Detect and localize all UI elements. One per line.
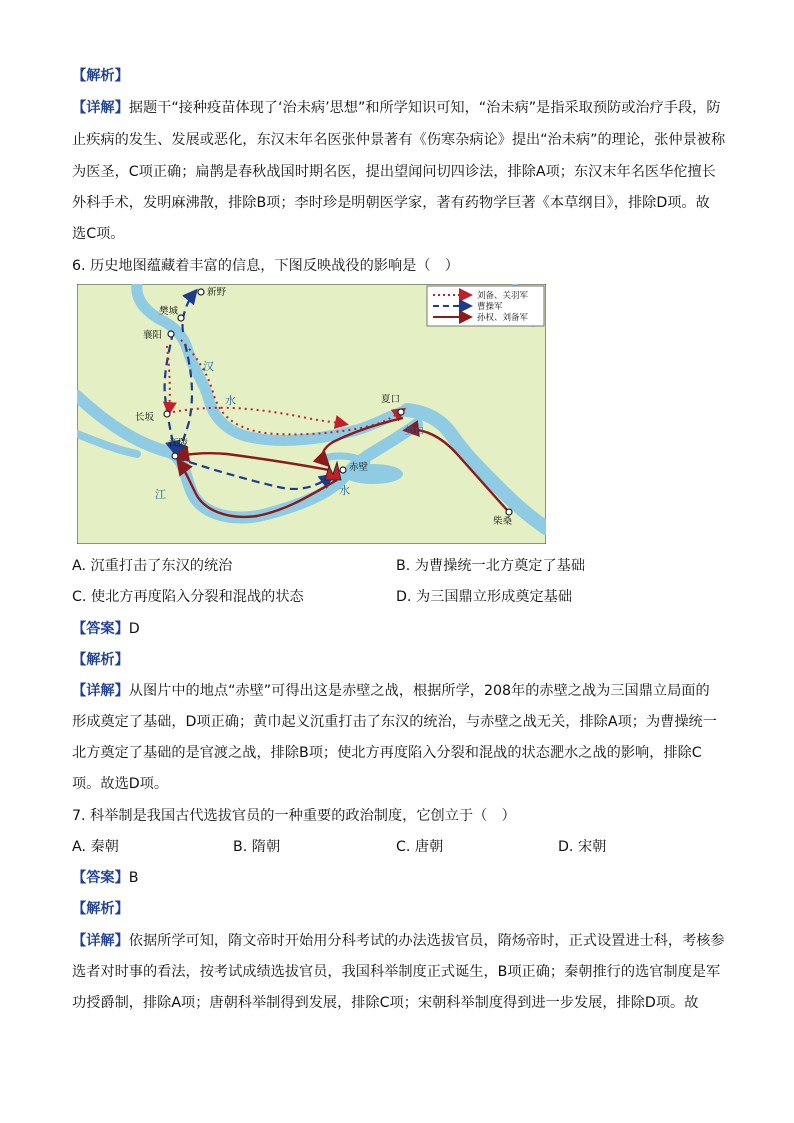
q6-option-a: A. 沉重打击了东汉的统治: [72, 558, 233, 574]
q7-detail-line-2: 选者对时事的看法，按考试成绩选拔官员，我国科举制度正式诞生，B项正确；秦朝推行的选官制度是军: [72, 964, 721, 980]
label-river-han-shui: 水: [225, 394, 236, 407]
legend-label-sun-liu: 孙权、刘备军: [477, 313, 529, 323]
q6-answer-value: D: [128, 621, 140, 637]
map-legend: [427, 286, 544, 326]
q5-detail-line-4: 外科手术，发明麻沸散，排除B项；李时珍是明朝医学家，著有药物学巨著《本草纲目》，排除D项。故: [72, 195, 710, 211]
city-dot-chaisang: [506, 509, 512, 515]
label-river-jiang: 江: [155, 488, 166, 501]
label-xiangyang: 襄阳: [143, 330, 163, 341]
label-xinye: 新野: [207, 287, 227, 298]
q5-detail-line-5: 选C项。: [72, 226, 125, 242]
city-dot-chibi: [340, 467, 346, 473]
q6-detail-line-1: 【详解】从图片中的地点“赤壁”可得出这是赤壁之战，根据所学，208年的赤壁之战为三国鼎立局面的: [72, 683, 710, 699]
q6-jiexi-label: 【解析】: [72, 652, 129, 668]
label-changban: 长坂: [135, 412, 155, 423]
q7-detail-line-1: 【详解】依据所学可知，隋文帝时开始用分科考试的办法选拔官员，隋炀帝时，正式设置进士科，考核参: [72, 933, 725, 949]
q7-detail-line-3: 功授爵制，排除A项；唐朝科举制得到发展，排除C项；宋朝科举制度得到进一步发展，排除D项。故: [72, 995, 699, 1011]
q7-option-a: A. 秦朝: [72, 839, 119, 855]
q7-answer-value: B: [128, 870, 139, 886]
q6-option-d: D. 为三国鼎立形成奠定基础: [396, 589, 573, 605]
q7-jiexi-label: 【解析】: [72, 901, 129, 917]
q5-jiexi-label: 【解析】: [72, 68, 129, 84]
city-dot-jiangling: [172, 453, 178, 459]
q5-detail-line-2: 止疾病的发生、发展或恶化，东汉末年名医张仲景著有《伤寒杂病论》提出“治未病”的理论，张仲景被称: [72, 132, 726, 148]
q7-question: 7. 科举制是我国古代选拔官员的一种重要的政治制度，它创立于（ ）: [72, 808, 516, 824]
city-dot-fancheng: [178, 315, 184, 321]
label-river-han: 汉: [203, 360, 214, 373]
city-dot-xiakou: [398, 409, 404, 415]
q7-option-c: C. 唐朝: [396, 839, 444, 855]
legend-label-liu-guan: 刘备、关羽军: [477, 291, 529, 301]
label-river-jiang-shui: 水: [339, 484, 350, 497]
label-fancheng: 樊城: [159, 306, 179, 317]
legend-label-cao: 曹操军: [477, 302, 503, 312]
q6-answer-label: 【答案】: [72, 621, 129, 637]
q6-detail-line-4: 项。故选D项。: [72, 776, 169, 792]
label-chibi: 赤壁: [349, 462, 369, 473]
q5-detail-label: 【详解】: [72, 100, 129, 116]
q6-option-c: C. 使北方再度陷入分裂和混战的状态: [72, 589, 304, 605]
q6-detail-label: 【详解】: [72, 683, 129, 699]
q6-option-b: B. 为曹操统一北方奠定了基础: [396, 558, 586, 574]
label-chaisang: 柴桑: [493, 516, 513, 527]
q6-question: 6. 历史地图蕴藏着丰富的信息，下图反映战役的影响是（ ）: [72, 258, 459, 274]
label-jiangling: 江陵: [169, 438, 189, 449]
q7-answer: [72, 868, 139, 888]
q5-detail-line-3: 为医圣，C项正确；扁鹊是春秋战国时期名医，提出望闻问切四诊法，排除A项；东汉末年名医华佗擅长: [72, 164, 716, 180]
city-dot-changban: [164, 411, 170, 417]
city-dot-xiangyang: [168, 331, 174, 337]
label-fankou: 樊口: [405, 426, 425, 437]
q7-option-b: B. 隋朝: [233, 839, 281, 855]
q6-answer: [72, 619, 140, 639]
label-xiakou: 夏口: [381, 394, 401, 405]
q6-detail-line-2: 形成奠定了基础，D项正确；黄巾起义沉重打击了东汉的统治，与赤壁之战无关，排除A项；为曹操统一: [72, 714, 717, 730]
q7-detail-label: 【详解】: [72, 933, 129, 949]
q7-answer-label: 【答案】: [72, 870, 129, 886]
city-dot-xinye: [198, 289, 204, 295]
q5-detail-line-1: 【详解】据题干“接种疫苗体现了‘治未病’思想”和所学知识可知，“治未病”是指采取预防或治疗手段，防: [72, 100, 721, 116]
q7-option-d: D. 宋朝: [558, 839, 607, 855]
q6-detail-line-3: 北方奠定了基础的是官渡之战，排除B项；使北方再度陷入分裂和混战的状态淝水之战的影响，排除C: [72, 745, 702, 761]
chibi-battle-map: [77, 284, 546, 544]
